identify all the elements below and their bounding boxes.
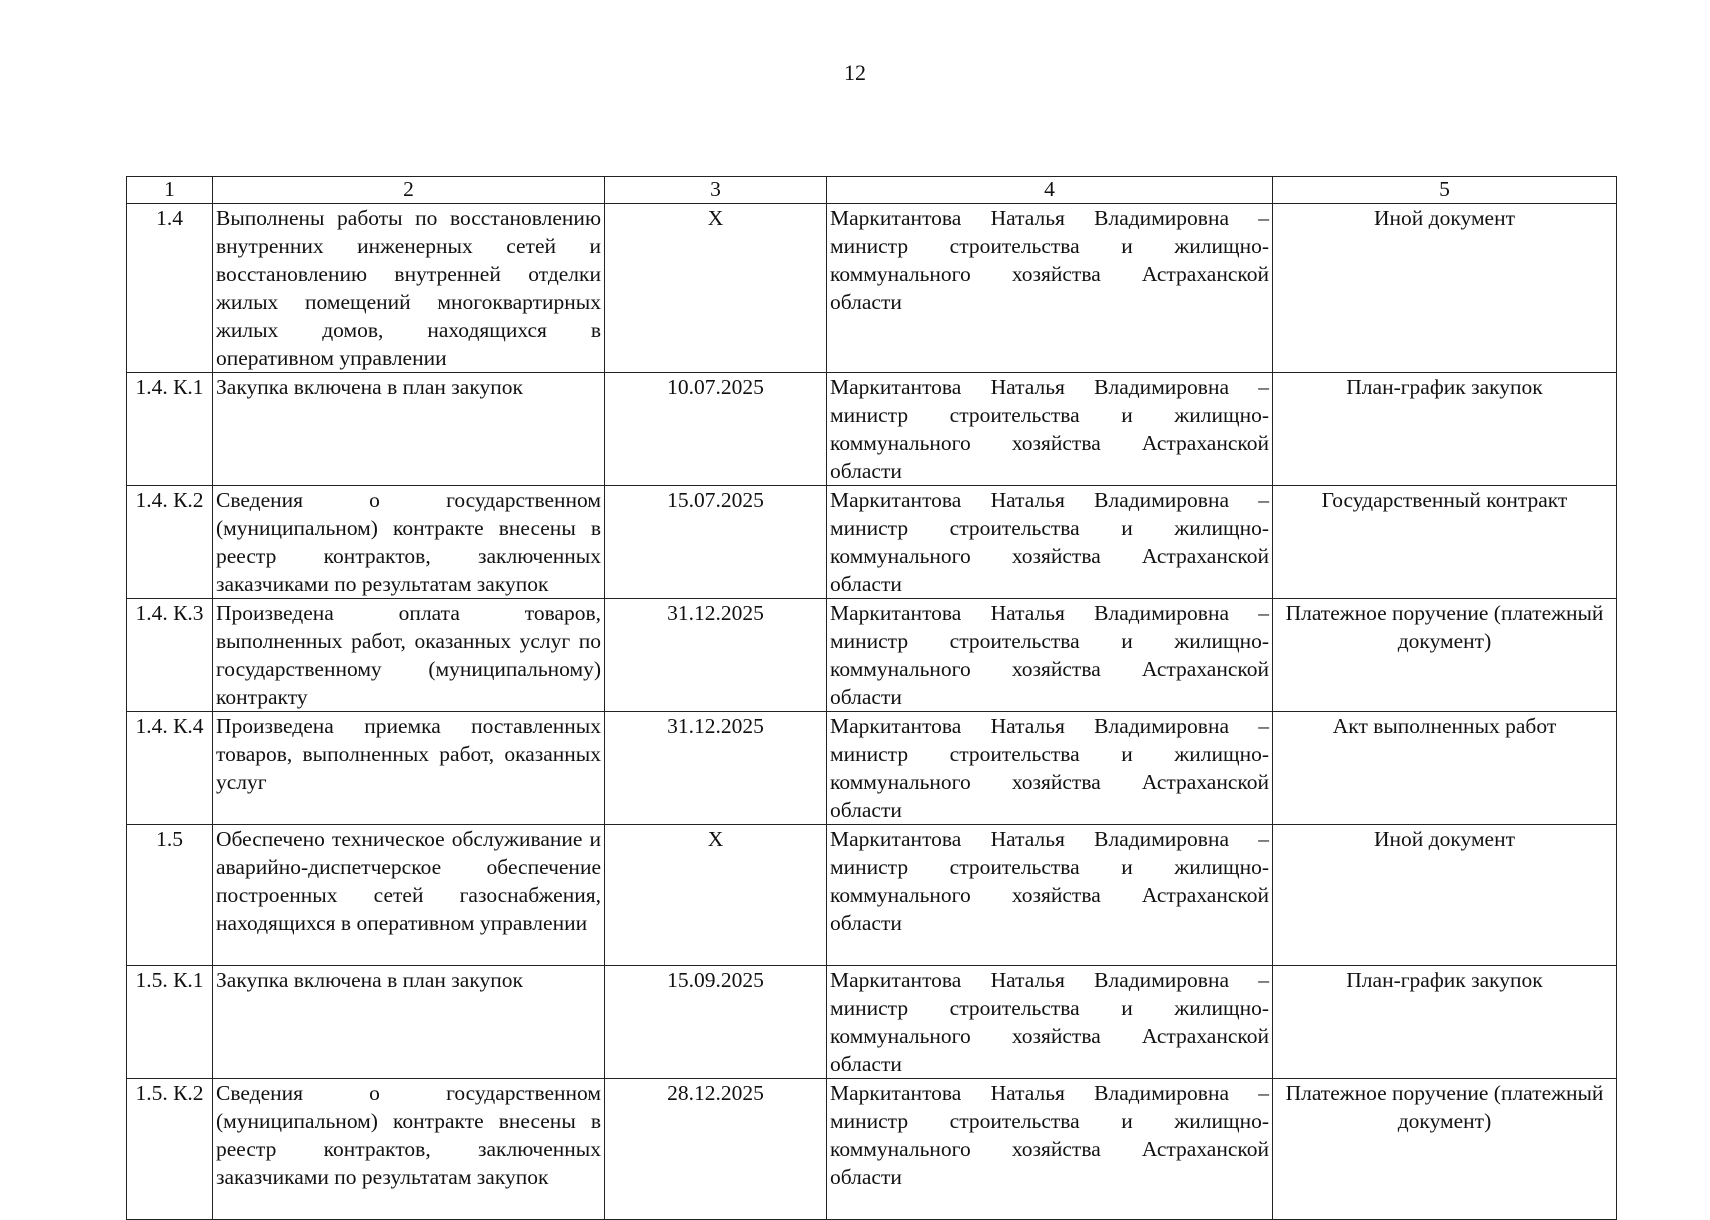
completion-date: 10.07.2025 [605, 373, 827, 486]
completion-date: X [605, 825, 827, 966]
event-description: Обеспечено техническое обслуживание и аварийно-диспетчерское обеспечение построенных сетей газоснабжения, находящихся в оперативном управлении [213, 825, 605, 966]
row-number: 1.4. К.3 [127, 599, 213, 712]
table-row [127, 1079, 1617, 1220]
event-description: Произведена оплата товаров, выполненных работ, оказанных услуг по государственному (муниципальному) контракту [213, 599, 605, 712]
column-header-3: 3 [605, 177, 827, 204]
confirming-document: Платежное поручение (платежный документ) [1273, 599, 1617, 712]
event-description: Произведена приемка поставленных товаров, выполненных работ, оказанных услуг [213, 712, 605, 825]
table-header [127, 177, 1617, 204]
event-description: Сведения о государственном (муниципальном) контракте внесены в реестр контрактов, заключенных заказчиками по результатам закупок [213, 1079, 605, 1220]
table-row [127, 712, 1617, 825]
completion-date: 15.09.2025 [605, 966, 827, 1079]
completion-date: X [605, 204, 827, 373]
responsible-person: Маркитантова Наталья Владимировна – министр строительства и жилищно-коммунального хозяйства Астраханской области [827, 712, 1273, 825]
confirming-document: Платежное поручение (платежный документ) [1273, 1079, 1617, 1220]
table-row [127, 486, 1617, 599]
confirming-document: План-график закупок [1273, 373, 1617, 486]
confirming-document: Акт выполненных работ [1273, 712, 1617, 825]
row-number: 1.4 [127, 204, 213, 373]
completion-date: 31.12.2025 [605, 599, 827, 712]
confirming-document: Иной документ [1273, 825, 1617, 966]
confirming-document: Государственный контракт [1273, 486, 1617, 599]
responsible-person: Маркитантова Наталья Владимировна – министр строительства и жилищно-коммунального хозяйства Астраханской области [827, 486, 1273, 599]
row-number: 1.4. К.1 [127, 373, 213, 486]
row-number: 1.5. К.2 [127, 1079, 213, 1220]
table-row [127, 599, 1617, 712]
responsible-person: Маркитантова Наталья Владимировна – министр строительства и жилищно-коммунального хозяйства Астраханской области [827, 204, 1273, 373]
responsible-person: Маркитантова Наталья Владимировна – министр строительства и жилищно-коммунального хозяйства Астраханской области [827, 966, 1273, 1079]
row-number: 1.4. К.4 [127, 712, 213, 825]
table-row [127, 204, 1617, 373]
event-description: Закупка включена в план закупок [213, 373, 605, 486]
row-number: 1.5 [127, 825, 213, 966]
events-table [126, 176, 1617, 1220]
page-number: 12 [844, 60, 866, 85]
table-row [127, 373, 1617, 486]
completion-date: 28.12.2025 [605, 1079, 827, 1220]
completion-date: 31.12.2025 [605, 712, 827, 825]
row-number: 1.4. К.2 [127, 486, 213, 599]
column-header-2: 2 [213, 177, 605, 204]
table-row [127, 825, 1617, 966]
event-description: Выполнены работы по восстановлению внутренних инженерных сетей и восстановлению внутренней отделки жилых помещений многоквартирных жилых домов, находящихся в оперативном управлении [213, 204, 605, 373]
responsible-person: Маркитантова Наталья Владимировна – министр строительства и жилищно-коммунального хозяйства Астраханской области [827, 1079, 1273, 1220]
completion-date: 15.07.2025 [605, 486, 827, 599]
event-description: Сведения о государственном (муниципальном) контракте внесены в реестр контрактов, заключенных заказчиками по результатам закупок [213, 486, 605, 599]
row-number: 1.5. К.1 [127, 966, 213, 1079]
responsible-person: Маркитантова Наталья Владимировна – министр строительства и жилищно-коммунального хозяйства Астраханской области [827, 599, 1273, 712]
confirming-document: План-график закупок [1273, 966, 1617, 1079]
confirming-document: Иной документ [1273, 204, 1617, 373]
responsible-person: Маркитантова Наталья Владимировна – министр строительства и жилищно-коммунального хозяйства Астраханской области [827, 825, 1273, 966]
column-header-1: 1 [127, 177, 213, 204]
table-row [127, 966, 1617, 1079]
header-row [127, 177, 1617, 204]
column-header-5: 5 [1273, 177, 1617, 204]
responsible-person: Маркитантова Наталья Владимировна – министр строительства и жилищно-коммунального хозяйства Астраханской области [827, 373, 1273, 486]
table-body [127, 204, 1617, 1220]
column-header-4: 4 [827, 177, 1273, 204]
event-description: Закупка включена в план закупок [213, 966, 605, 1079]
